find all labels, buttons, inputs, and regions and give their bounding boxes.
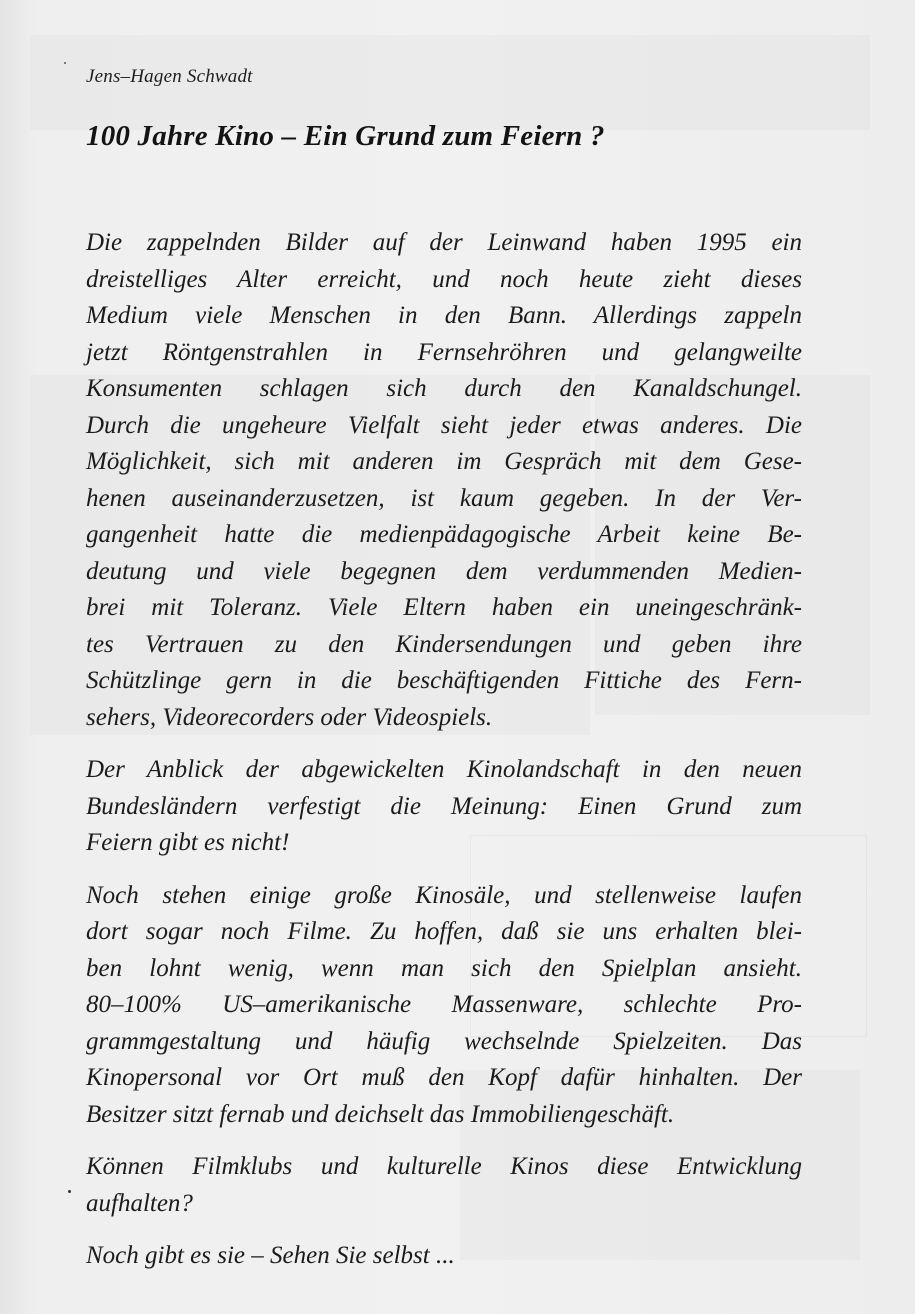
- text-line: grammgestaltung und häufig wechselnde Spielzeiten. Das: [86, 1027, 802, 1055]
- paragraph-3: [86, 878, 802, 1134]
- text-line: dort sogar noch Filme. Zu hoffen, daß sie uns erhalten blei-: [86, 918, 802, 945]
- text-line: brei mit Toleranz. Viele Eltern haben ein uneingeschränk-: [86, 594, 802, 621]
- article-title: 100 Jahre Kino – Ein Grund zum Feiern ?: [86, 120, 605, 152]
- text-line: aufhalten?: [86, 1189, 193, 1217]
- text-line: ben lohnt wenig, wenn man sich den Spielplan ansieht.: [86, 954, 802, 982]
- text-line: Noch stehen einige große Kinosäle, und stellenweise laufen: [86, 881, 802, 909]
- text-line: Besitzer sitzt fernab und deichselt das Immobiliengeschäft.: [86, 1100, 675, 1128]
- text-line: Kinopersonal vor Ort muß den Kopf dafür hinhalten. Der: [86, 1064, 802, 1091]
- text-line: Bundesländern verfestigt die Meinung: Einen Grund zum: [86, 792, 802, 820]
- paragraph-2: [86, 752, 802, 862]
- paper-speck: [64, 62, 66, 64]
- paragraph-4: [86, 1149, 802, 1222]
- text-line: henen auseinanderzusetzen, ist kaum gegeben. In der Ver-: [86, 484, 802, 512]
- text-line: Schützlinge gern in die beschäftigenden Fittiche des Fern-: [86, 667, 802, 694]
- text-line: Der Anblick der abgewickelten Kinolandschaft in den neuen: [86, 756, 802, 783]
- author-name: Jens–Hagen Schwadt: [86, 66, 253, 87]
- text-line: Durch die ungeheure Vielfalt sieht jeder etwas anderes. Die: [86, 411, 802, 439]
- text-line: tes Vertrauen zu den Kindersendungen und geben ihre: [86, 630, 802, 658]
- text-line: Noch gibt es sie – Sehen Sie selbst ...: [86, 1242, 455, 1269]
- text-line: gangenheit hatte die medienpädagogische Arbeit keine Be-: [86, 521, 802, 548]
- text-line: 80–100% US–amerikanische Massenware, schlechte Pro-: [86, 991, 802, 1018]
- text-line: dreistelliges Alter erreicht, und noch heute zieht dieses: [86, 265, 802, 293]
- paragraph-5: [86, 1238, 802, 1275]
- margin-dot: [68, 1190, 71, 1193]
- text-line: Feiern gibt es nicht!: [86, 829, 290, 856]
- text-line: Konsumenten schlagen sich durch den Kanaldschungel.: [86, 375, 802, 402]
- text-line: deutung und viele begegnen dem verdummenden Medien-: [86, 557, 802, 585]
- text-line: Medium viele Menschen in den Bann. Allerdings zappeln: [86, 302, 802, 329]
- paragraph-1: [86, 225, 802, 736]
- article-body: [86, 225, 802, 1291]
- text-line: jetzt Röntgenstrahlen in Fernsehröhren und gelangweilte: [86, 338, 802, 366]
- text-line: sehers, Videorecorders oder Videospiels.: [86, 703, 493, 731]
- text-line: Möglichkeit, sich mit anderen im Gespräch mit dem Gese-: [86, 448, 802, 475]
- text-line: Können Filmklubs und kulturelle Kinos diese Entwicklung: [86, 1153, 802, 1180]
- text-line: Die zappelnden Bilder auf der Leinwand haben 1995 ein: [86, 229, 802, 256]
